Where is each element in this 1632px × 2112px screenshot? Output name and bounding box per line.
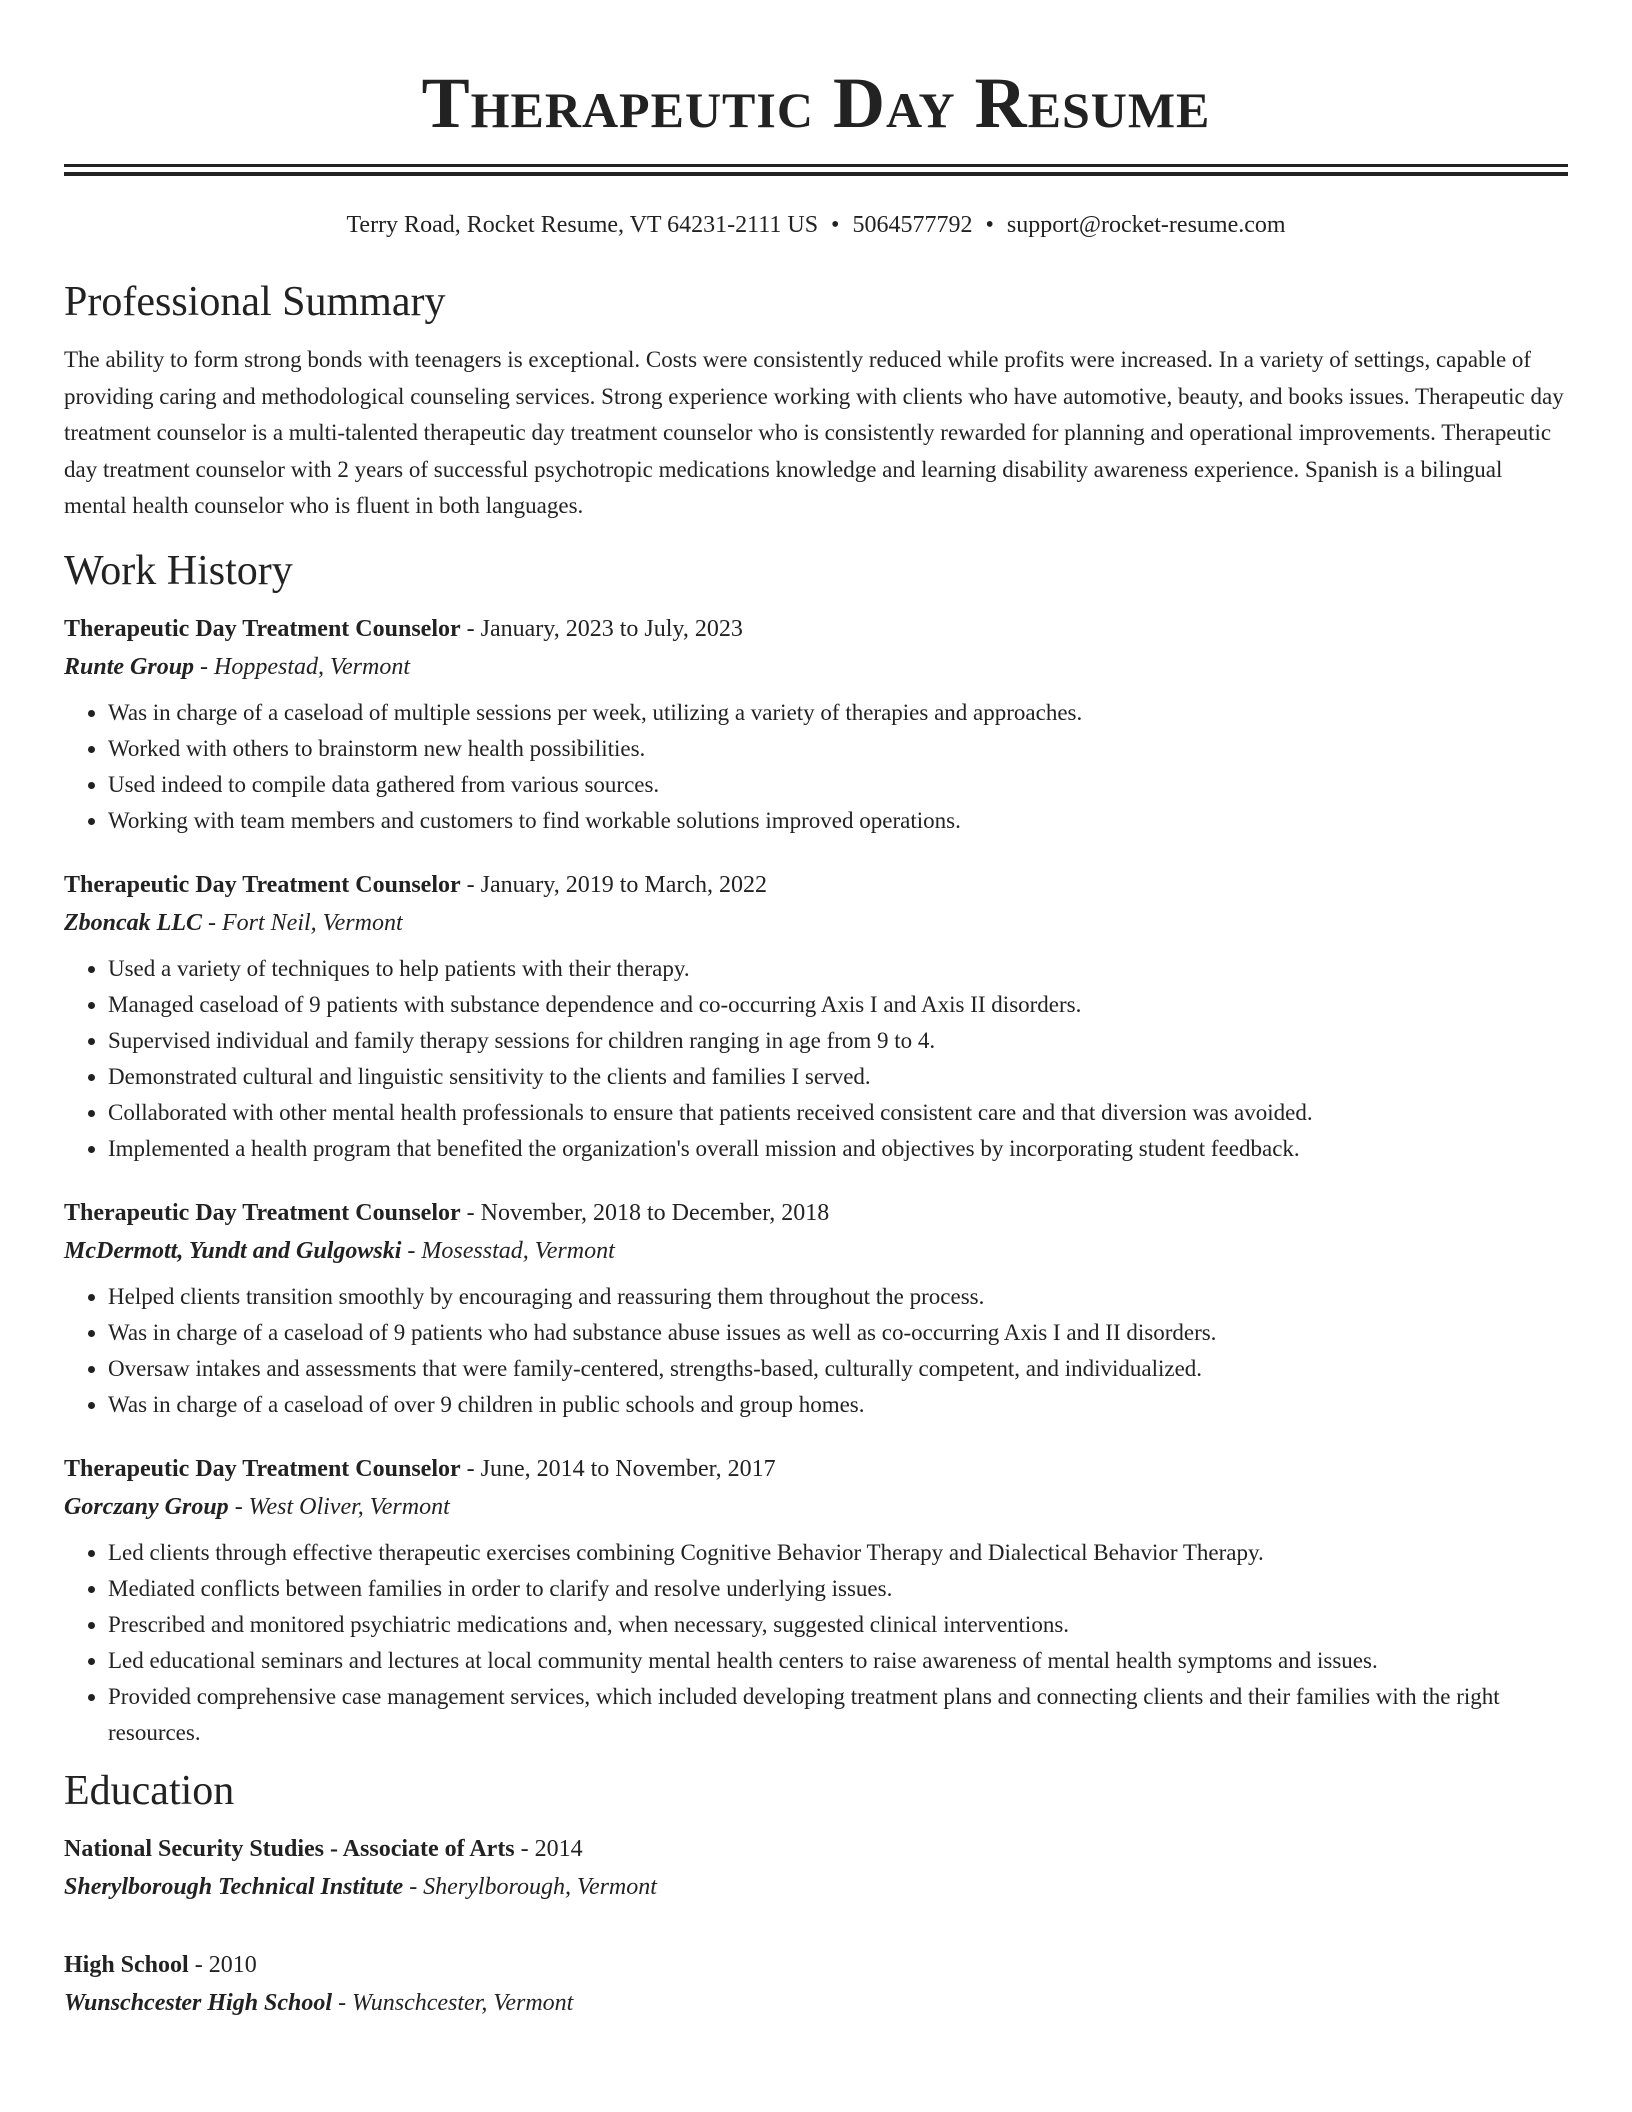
job-bullets [64, 1279, 1568, 1423]
education-entry [64, 1947, 1568, 2023]
job-heading [64, 867, 1568, 903]
education-heading-line [64, 1947, 1568, 1983]
job-bullet: • Demonstrated cultural and linguistic sensitivity to the clients and families I served. [108, 1059, 1568, 1095]
job-bullets [64, 1535, 1568, 1751]
job-heading [64, 611, 1568, 647]
contact-separator: • [831, 212, 840, 238]
education-location: - Sherylborough, Vermont [403, 1873, 657, 1900]
job-bullet: • Collaborated with other mental health professionals to ensure that patients received consistent care and that diversion was avoided. [108, 1095, 1568, 1131]
job-bullet: • Supervised individual and family therapy sessions for children ranging in age from 9 to 4. [108, 1023, 1568, 1059]
education-school: Wunschcester High School [64, 1989, 333, 2016]
job-bullet: • Was in charge of a caseload of over 9 children in public schools and group homes. [108, 1387, 1568, 1423]
education-degree: High School [64, 1951, 189, 1978]
job-title: Therapeutic Day Treatment Counselor [64, 1199, 461, 1226]
job-bullet: • Used indeed to compile data gathered from various sources. [108, 767, 1568, 803]
job-bullet: • Prescribed and monitored psychiatric medications and, when necessary, suggested clinical interventions. [108, 1607, 1568, 1643]
summary-text: The ability to form strong bonds with teenagers is exceptional. Costs were consistently reduced while profits were increased. In a variety of settings, capable of providing caring and methodological counseling services. Strong experience working with clients who have automotive, beauty, and books issues. Therapeutic day treatment counselor is a multi-talented therapeutic day treatment counselor who is consistently rewarded for planning and operational improvements. Therapeutic day treatment counselor with 2 years of successful psychotropic medications knowledge and learning disability awareness experience. Spanish is a bilingual mental health counselor who is fluent in both languages. [64, 347, 1564, 518]
job-company: Zboncak LLC [64, 909, 202, 936]
job-dates: - June, 2014 to November, 2017 [460, 1455, 776, 1482]
education-school: Sherylborough Technical Institute [64, 1873, 404, 1900]
education-heading: Education [64, 1767, 235, 1814]
job-bullet: • Was in charge of a caseload of multiple sessions per week, utilizing a variety of therapies and approaches. [108, 695, 1568, 731]
job-location: - Fort Neil, Vermont [202, 909, 403, 936]
education-heading-line [64, 1831, 1568, 1867]
job-title: Therapeutic Day Treatment Counselor [64, 615, 461, 642]
job-entry [64, 867, 1568, 1167]
job-company: McDermott, Yundt and Gulgowski [64, 1237, 402, 1264]
job-bullet: • Worked with others to brainstorm new health possibilities. [108, 731, 1568, 767]
job-bullet: • Mediated conflicts between families in order to clarify and resolve underlying issues. [108, 1571, 1568, 1607]
job-bullet: • Oversaw intakes and assessments that were family-centered, strengths-based, culturally competent, and individualized. [108, 1351, 1568, 1387]
contact-line [64, 210, 1568, 240]
title-divider-thin [64, 172, 1568, 176]
job-bullet: • Led educational seminars and lectures at local community mental health centers to raise awareness of mental health symptoms and issues. [108, 1643, 1568, 1679]
contact-phone: 5064577792 [852, 212, 973, 238]
job-bullet: • Used a variety of techniques to help patients with their therapy. [108, 951, 1568, 987]
contact-separator: • [985, 212, 994, 238]
education-degree: National Security Studies - Associate of Arts [64, 1835, 515, 1862]
contact-address: Terry Road, Rocket Resume, VT 64231-2111 US [346, 212, 819, 238]
job-company: Runte Group [64, 653, 195, 680]
title-divider-thick [64, 164, 1568, 167]
job-heading [64, 1195, 1568, 1231]
work-history-heading: Work History [64, 547, 293, 594]
job-company-line [64, 1487, 1568, 1527]
job-title: Therapeutic Day Treatment Counselor [64, 1455, 461, 1482]
job-bullets [64, 951, 1568, 1167]
job-location: - Hoppestad, Vermont [194, 653, 411, 680]
job-location: - Mosesstad, Vermont [401, 1237, 615, 1264]
job-bullet: • Implemented a health program that benefited the organization's overall mission and objectives by incorporating student feedback. [108, 1131, 1568, 1167]
job-company-line [64, 903, 1568, 943]
education-year: - 2014 [514, 1835, 583, 1862]
summary-heading: Professional Summary [64, 279, 446, 325]
job-bullet: • Working with team members and customers to find workable solutions improved operations. [108, 803, 1568, 839]
job-bullet: • Provided comprehensive case management services, which included developing treatment plans and connecting clients and their families with the right resources. [108, 1679, 1568, 1751]
job-bullet: • Was in charge of a caseload of 9 patients who had substance abuse issues as well as co-occurring Axis I and II disorders. [108, 1315, 1568, 1351]
job-bullet: • Helped clients transition smoothly by encouraging and reassuring them throughout the process. [108, 1279, 1568, 1315]
education-year: - 2010 [188, 1951, 257, 1978]
job-company-line [64, 647, 1568, 687]
education-entry [64, 1831, 1568, 1907]
education-school-line [64, 1983, 1568, 2023]
job-dates: - November, 2018 to December, 2018 [460, 1199, 830, 1226]
resume-page [64, 0, 1568, 2023]
job-dates: - January, 2019 to March, 2022 [460, 871, 768, 898]
contact-email: support@rocket-resume.com [1006, 212, 1286, 238]
job-bullet: • Led clients through effective therapeutic exercises combining Cognitive Behavior Therapy and Dialectical Behavior Therapy. [108, 1535, 1568, 1571]
job-company: Gorczany Group [64, 1493, 229, 1520]
job-location: - West Oliver, Vermont [228, 1493, 450, 1520]
job-entry [64, 1451, 1568, 1751]
job-company-line [64, 1231, 1568, 1271]
job-entry [64, 1195, 1568, 1423]
job-dates: - January, 2023 to July, 2023 [460, 615, 743, 642]
job-heading [64, 1451, 1568, 1487]
education-school-line [64, 1867, 1568, 1907]
resume-title: Therapeutic Day Resume [421, 63, 1211, 143]
job-entry [64, 611, 1568, 839]
job-bullets [64, 695, 1568, 839]
job-title: Therapeutic Day Treatment Counselor [64, 871, 461, 898]
education-location: - Wunschcester, Vermont [332, 1989, 574, 2016]
job-bullet: • Managed caseload of 9 patients with substance dependence and co-occurring Axis I and Axis II disorders. [108, 987, 1568, 1023]
